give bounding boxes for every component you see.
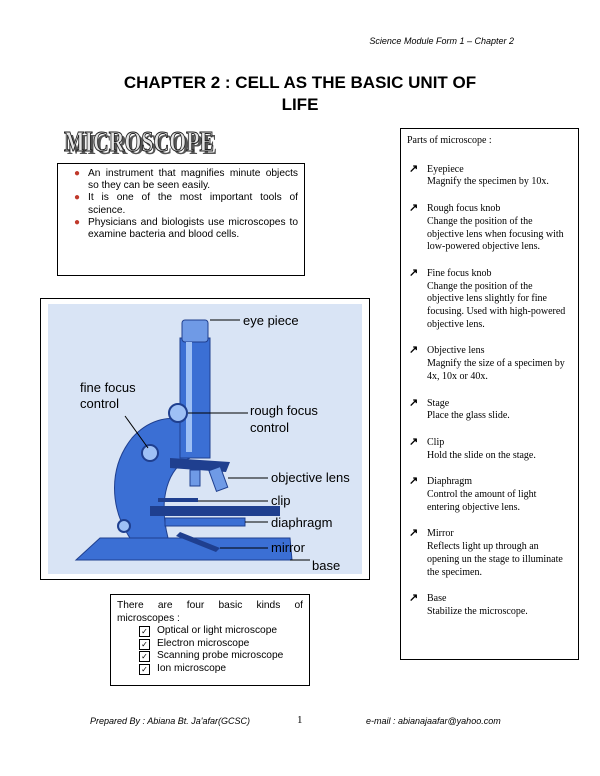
chapter-title-line-2: LIFE — [281, 95, 319, 114]
part-item: ↗ Rough focus knob Change the position of the objective lens when focusing with low-powered objective lens. — [409, 202, 564, 253]
microscope-diagram — [40, 298, 370, 580]
chapter-title-line-1: CHAPTER 2 : CELL AS THE BASIC UNIT OF — [123, 73, 477, 92]
tube-highlight — [186, 342, 192, 452]
intro-bullet: ● It is one of the most important tools of science. — [74, 192, 298, 216]
chapter-title — [40, 72, 560, 116]
eyepiece-shape — [182, 320, 208, 342]
part-item: ↗ Fine focus knob Change the position of the objective lens slightly for fine focusing. Used with high-powered objective lens. — [409, 266, 566, 330]
label-objective-lens: objective lens — [271, 470, 350, 485]
checkbox-icon: ✓ — [139, 639, 150, 650]
footer-email[interactable]: e-mail : abianajaafar@yahoo.com — [366, 716, 501, 726]
clip-shape — [158, 498, 198, 502]
kind-item: ✓ Electron microscope — [139, 638, 303, 651]
label-fine-focus-2: control — [80, 396, 120, 411]
diaphragm-shape — [165, 518, 245, 526]
rough-focus-knob — [169, 404, 187, 422]
label-base: base — [312, 558, 341, 573]
lower-knob — [118, 520, 130, 532]
part-item: ↗ Clip Hold the slide on the stage. — [409, 435, 536, 461]
part-item: ↗ Eyepiece Magnify the specimen by 10x. — [409, 162, 549, 188]
running-header: Science Module Form 1 – Chapter 2 — [369, 36, 514, 46]
checkbox-icon: ✓ — [139, 651, 150, 662]
kind-item: ✓ Optical or light microscope — [139, 625, 303, 638]
label-clip: clip — [271, 493, 291, 508]
tick-icon: ↗ — [409, 202, 419, 215]
label-mirror: mirror — [271, 540, 305, 555]
tick-icon: ↗ — [409, 527, 419, 540]
body-tube — [180, 338, 210, 458]
checkbox-icon: ✓ — [139, 664, 150, 675]
tick-icon: ↗ — [409, 162, 419, 175]
bullet-icon: ● — [74, 168, 81, 179]
base-shape — [76, 538, 292, 560]
part-item: ↗ Stage Place the glass slide. — [409, 396, 510, 422]
label-rough-focus-1: rough focus — [250, 403, 318, 418]
tick-icon: ↗ — [409, 475, 419, 488]
tick-icon: ↗ — [409, 396, 419, 409]
part-item: ↗ Diaphragm Control the amount of light entering objective lens. — [409, 475, 537, 513]
kinds-intro: There are four basic kinds of microscopes : — [117, 600, 303, 624]
intro-bullet: ● An instrument that magnifies minute objects so they can be seen easily. — [74, 168, 298, 192]
label-rough-focus-2: control — [250, 420, 290, 435]
stage-shape — [150, 506, 280, 516]
intro-bullet: ● Physicians and biologists use microscopes to examine bacteria and blood cells. — [74, 216, 298, 241]
kind-item: ✓ Ion microscope — [139, 663, 303, 676]
tick-icon: ↗ — [409, 266, 419, 279]
kinds-list — [117, 625, 303, 675]
page-number: 1 — [297, 714, 303, 726]
microscope-wordart — [64, 125, 224, 159]
fine-focus-knob — [142, 445, 158, 461]
intro-list — [62, 168, 298, 241]
intro-box — [57, 163, 305, 276]
tick-icon: ↗ — [409, 344, 419, 357]
part-item: ↗ Objective lens Magnify the size of a specimen by 4x, 10x or 40x. — [409, 344, 565, 382]
label-eye-piece: eye piece — [243, 313, 299, 328]
wordart-shadow: MICROSCOPE — [67, 130, 217, 159]
objective-shape — [190, 470, 200, 486]
part-item: ↗ Mirror Reflects light up through an opening un the stage to illuminate the specimen. — [409, 527, 563, 578]
bullet-icon: ● — [74, 216, 81, 228]
kinds-box — [110, 594, 310, 686]
parts-heading: Parts of microscope : — [407, 135, 492, 146]
checkbox-icon: ✓ — [139, 626, 150, 637]
footer-prepared: Prepared By : Abiana Bt. Ja'afar(GCSC) — [90, 716, 250, 726]
wordart-text: MICROSCOPE — [64, 127, 214, 158]
label-diaphragm: diaphragm — [271, 515, 333, 530]
part-item: ↗ Base Stabilize the microscope. — [409, 592, 528, 617]
kind-item: ✓ Scanning probe microscope — [139, 650, 303, 663]
label-fine-focus-1: fine focus — [80, 380, 136, 395]
parts-box — [400, 128, 579, 660]
tick-icon: ↗ — [409, 592, 419, 605]
bullet-icon: ● — [74, 192, 81, 204]
tick-icon: ↗ — [409, 435, 419, 448]
